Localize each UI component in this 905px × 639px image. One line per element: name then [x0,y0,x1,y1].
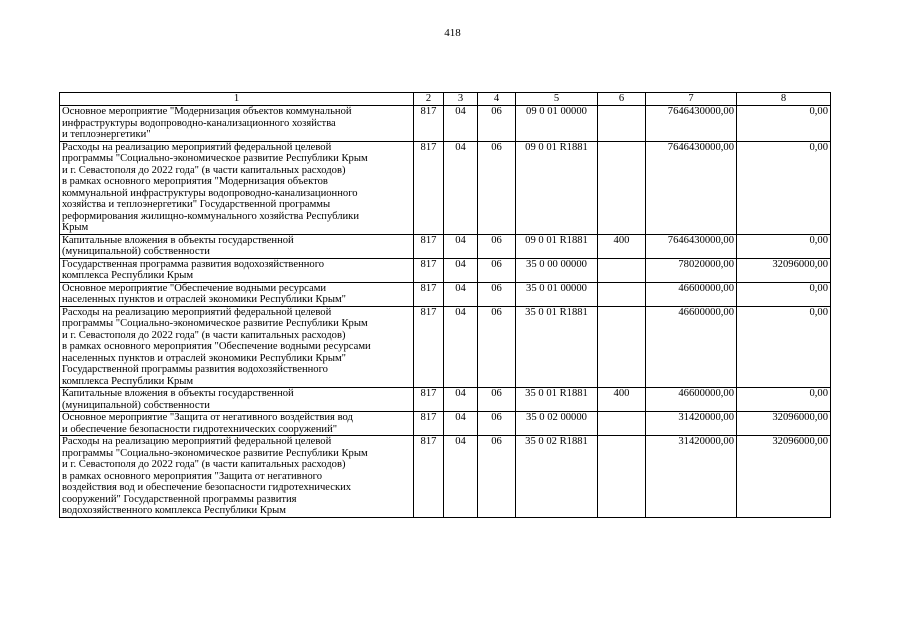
target-article-code: 09 0 01 R1881 [516,141,598,234]
expense-name: Расходы на реализацию мероприятий федеральной целевой программы "Социально-экономическое развитие Республики Крым и г. Севастополя до 2022 года" (в части капитальных расходов) в рамках основного мероприятия "Модернизация объектов коммунальной инфраструктуры водопроводно-канализационного хозяйства и теплоэнергетики" Государственной программы реформирования жилищно-коммунального хозяйства Республики Крым [60,141,414,234]
ministry-code: 817 [414,141,444,234]
expense-name: Расходы на реализацию мероприятий федеральной целевой программы "Социально-экономическое развитие Республики Крым и г. Севастополя до 2022 года" (в части капитальных расходов) в рамках основного мероприятия "Защита от негативного воздействия вод и обеспечение безопасности гидротехнических сооружений" Государственной программы развития водохозяйственного комплекса Республики Крым [60,436,414,518]
expense-type-code: 400 [598,234,646,258]
budget-table [59,92,831,518]
table-row [60,141,831,234]
amount-col8: 0,00 [737,282,831,306]
column-header: 7 [646,93,737,106]
ministry-code: 817 [414,106,444,142]
expense-name: Основное мероприятие "Модернизация объектов коммунальной инфраструктуры водопроводно-канализационного хозяйства и теплоэнергетики" [60,106,414,142]
expense-type-code [598,282,646,306]
target-article-code: 09 0 01 00000 [516,106,598,142]
table-row [60,282,831,306]
column-header: 6 [598,93,646,106]
ministry-code: 817 [414,234,444,258]
amount-col7: 7646430000,00 [646,141,737,234]
target-article-code: 35 0 01 00000 [516,282,598,306]
table-row [60,234,831,258]
amount-col7: 7646430000,00 [646,234,737,258]
table-row [60,388,831,412]
section-code: 04 [444,388,478,412]
subsection-code: 06 [478,234,516,258]
target-article-code: 35 0 00 00000 [516,258,598,282]
amount-col8: 32096000,00 [737,412,831,436]
target-article-code: 35 0 02 00000 [516,412,598,436]
amount-col7: 46600000,00 [646,306,737,388]
expense-type-code [598,258,646,282]
expense-name: Основное мероприятие "Защита от негативного воздействия вод и обеспечение безопасности гидротехнических сооружений" [60,412,414,436]
table-row [60,258,831,282]
expense-name: Основное мероприятие "Обеспечение водными ресурсами населенных пунктов и отраслей экономики Республики Крым" [60,282,414,306]
section-code: 04 [444,106,478,142]
expense-name: Капитальные вложения в объекты государственной (муниципальной) собственности [60,234,414,258]
expense-type-code [598,106,646,142]
subsection-code: 06 [478,388,516,412]
amount-col8: 0,00 [737,106,831,142]
amount-col7: 7646430000,00 [646,106,737,142]
table-row [60,436,831,518]
section-code: 04 [444,282,478,306]
page-number: 418 [444,27,461,39]
target-article-code: 09 0 01 R1881 [516,234,598,258]
expense-type-code: 400 [598,388,646,412]
table-row [60,306,831,388]
section-code: 04 [444,234,478,258]
target-article-code: 35 0 02 R1881 [516,436,598,518]
ministry-code: 817 [414,282,444,306]
amount-col8: 0,00 [737,306,831,388]
subsection-code: 06 [478,306,516,388]
column-header: 2 [414,93,444,106]
amount-col8: 0,00 [737,141,831,234]
amount-col8: 0,00 [737,234,831,258]
expense-type-code [598,306,646,388]
subsection-code: 06 [478,412,516,436]
amount-col7: 78020000,00 [646,258,737,282]
target-article-code: 35 0 01 R1881 [516,306,598,388]
amount-col7: 31420000,00 [646,412,737,436]
section-code: 04 [444,436,478,518]
column-header: 3 [444,93,478,106]
ministry-code: 817 [414,258,444,282]
subsection-code: 06 [478,106,516,142]
amount-col7: 31420000,00 [646,436,737,518]
amount-col8: 32096000,00 [737,258,831,282]
expense-name: Капитальные вложения в объекты государственной (муниципальной) собственности [60,388,414,412]
section-code: 04 [444,258,478,282]
subsection-code: 06 [478,141,516,234]
amount-col7: 46600000,00 [646,388,737,412]
column-header: 5 [516,93,598,106]
table-row [60,106,831,142]
expense-name: Государственная программа развития водохозяйственного комплекса Республики Крым [60,258,414,282]
amount-col8: 0,00 [737,388,831,412]
column-header: 8 [737,93,831,106]
ministry-code: 817 [414,436,444,518]
expense-type-code [598,436,646,518]
section-code: 04 [444,412,478,436]
table-row [60,412,831,436]
amount-col7: 46600000,00 [646,282,737,306]
ministry-code: 817 [414,306,444,388]
expense-type-code [598,141,646,234]
column-header: 1 [60,93,414,106]
subsection-code: 06 [478,436,516,518]
subsection-code: 06 [478,282,516,306]
column-header-row [60,93,831,106]
section-code: 04 [444,141,478,234]
ministry-code: 817 [414,412,444,436]
column-header: 4 [478,93,516,106]
ministry-code: 817 [414,388,444,412]
section-code: 04 [444,306,478,388]
subsection-code: 06 [478,258,516,282]
expense-type-code [598,412,646,436]
target-article-code: 35 0 01 R1881 [516,388,598,412]
amount-col8: 32096000,00 [737,436,831,518]
expense-name: Расходы на реализацию мероприятий федеральной целевой программы "Социально-экономическое развитие Республики Крым и г. Севастополя до 2022 года" (в части капитальных расходов) в рамках основного мероприятия "Обеспечение водными ресурсами населенных пунктов и отраслей экономики Республики Крым" Государственной программы развития водохозяйственного комплекса Республики Крым [60,306,414,388]
